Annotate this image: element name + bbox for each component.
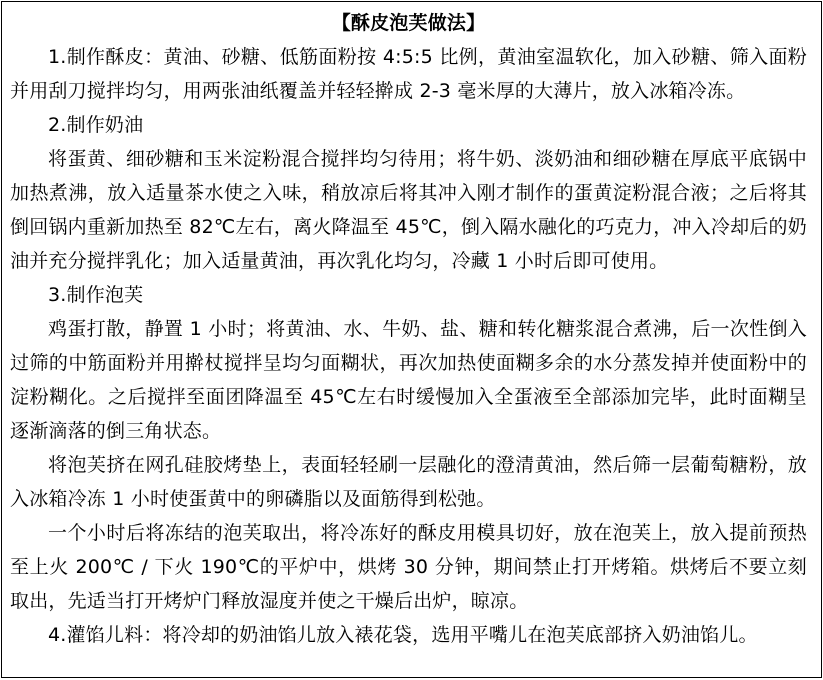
paragraph-puff-batter: 鸡蛋打散，静置 1 小时；将黄油、水、牛奶、盐、糖和转化糖浆混合煮沸，后一次性倒入过筛的中筋面粉并用擀杖搅拌呈均匀面糊状，再次加热使面糊多余的水分蒸发掉并使面粉中的淀粉糊化。之后搅拌至面团降温至 45℃左右时缓慢加入全蛋液至全部添加完毕，此时面糊呈逐渐滴落的倒三角状态。	[10, 318, 807, 442]
paragraph-heading-cream: 2.制作奶油	[48, 114, 144, 136]
paragraph-puff-baking: 一个小时后将冻结的泡芙取出，将冷冻好的酥皮用模具切好，放在泡芙上，放入提前预热至上火 200℃ / 下火 190℃的平炉中，烘烤 30 分钟，期间禁止打开烤箱。烘烤后不要立刻取出，先适当打开烤炉门释放湿度并使之干燥后出炉，晾凉。	[10, 522, 807, 612]
document-title: 【酥皮泡芙做法】	[331, 12, 486, 34]
paragraph-puff-piping: 将泡芙挤在网孔硅胶烤垫上，表面轻轻刷一层融化的澄清黄油，然后筛一层葡萄糖粉，放入冰箱冷冻 1 小时使蛋黄中的卵磷脂以及面筋得到松弛。	[10, 454, 807, 510]
document-page	[1, 1, 822, 678]
paragraph-step-4-filling: 4.灌馅儿料：将冷却的奶油馅儿放入裱花袋，选用平嘴儿在泡芙底部挤入奶油馅儿。	[48, 624, 758, 646]
paragraph-cream-method: 将蛋黄、细砂糖和玉米淀粉混合搅拌均匀待用；将牛奶、淡奶油和细砂糖在厚底平底锅中加热煮沸，放入适量茶水使之入味，稍放凉后将其冲入刚才制作的蛋黄淀粉混合液；之后将其倒回锅内重新加热至 82℃左右，离火降温至 45℃，倒入隔水融化的巧克力，冲入冷却后的奶油并充分搅拌乳化；加入适量黄油，再次乳化均匀，冷藏 1 小时后即可使用。	[10, 148, 807, 272]
paragraph-heading-puff: 3.制作泡芙	[48, 284, 144, 306]
paragraph-step-1-pastry: 1.制作酥皮：黄油、砂糖、低筋面粉按 4:5:5 比例，黄油室温软化，加入砂糖、筛入面粉并用刮刀搅拌均匀，用两张油纸覆盖并轻轻擀成 2-3 毫米厚的大薄片，放入冰箱冷冻。	[10, 46, 807, 102]
